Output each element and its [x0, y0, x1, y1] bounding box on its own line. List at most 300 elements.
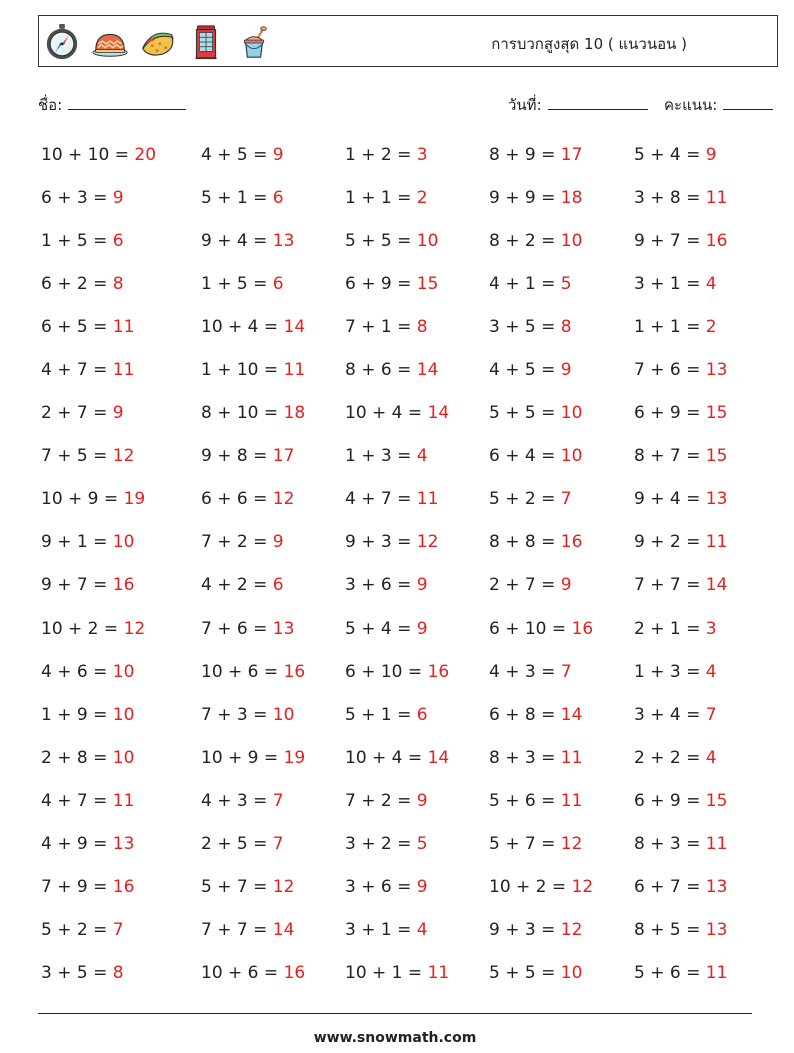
problem-item [41, 435, 201, 478]
problem-answer: 14 [427, 747, 450, 768]
problem-answer: 10 [112, 661, 135, 682]
problem-item [201, 134, 345, 177]
problem-answer: 16 [283, 962, 306, 983]
problem-equation: 3 + 5 = [489, 317, 561, 338]
problem-item [345, 823, 489, 866]
problem-item [41, 220, 201, 263]
problem-answer: 6 [272, 188, 284, 209]
problem-item [41, 349, 201, 392]
problem-equation: 6 + 10 = [345, 661, 428, 682]
problem-item [634, 823, 774, 866]
problem-answer: 13 [112, 833, 135, 854]
problem-item [41, 392, 201, 435]
problem-item [634, 608, 774, 651]
problem-answer: 9 [416, 790, 428, 811]
problem-answer: 18 [560, 188, 583, 209]
problem-equation: 4 + 5 = [489, 360, 561, 381]
problem-equation: 5 + 1 = [201, 188, 273, 209]
problem-equation: 10 + 4 = [345, 403, 428, 424]
problem-item [489, 521, 634, 564]
problem-answer: 11 [112, 317, 135, 338]
problem-answer: 6 [272, 575, 284, 596]
problem-equation: 3 + 1 = [345, 919, 417, 940]
problem-item [41, 177, 201, 220]
problem-answer: 9 [112, 188, 124, 209]
problem-equation: 9 + 7 = [634, 231, 706, 252]
problem-item [345, 694, 489, 737]
problem-answer: 12 [112, 446, 135, 467]
problem-item [634, 737, 774, 780]
problem-item [345, 134, 489, 177]
problem-equation: 4 + 2 = [201, 575, 273, 596]
problem-equation: 5 + 2 = [41, 919, 113, 940]
problem-item [489, 780, 634, 823]
problem-equation: 8 + 8 = [489, 532, 561, 553]
problem-equation: 7 + 6 = [634, 360, 706, 381]
problem-equation: 2 + 7 = [489, 575, 561, 596]
problem-item [201, 306, 345, 349]
problem-item [345, 866, 489, 909]
problem-item [201, 478, 345, 521]
problem-item [345, 220, 489, 263]
problem-item [201, 694, 345, 737]
problem-item [41, 134, 201, 177]
problem-answer: 10 [112, 747, 135, 768]
header-icons [43, 21, 273, 63]
problem-equation: 8 + 9 = [489, 145, 561, 165]
problem-item [489, 866, 634, 909]
date-blank[interactable] [548, 95, 648, 110]
problem-item [489, 263, 634, 306]
problem-item [201, 737, 345, 780]
problem-answer: 10 [560, 403, 583, 424]
problem-item [345, 263, 489, 306]
problem-answer: 19 [283, 747, 306, 768]
problem-equation: 7 + 2 = [345, 790, 417, 811]
problem-answer: 9 [705, 145, 717, 165]
problem-answer: 10 [416, 231, 439, 252]
problem-item [634, 780, 774, 823]
problem-equation: 10 + 4 = [345, 747, 428, 768]
problem-answer: 9 [272, 145, 284, 165]
problem-answer: 10 [112, 532, 135, 553]
problem-answer: 15 [705, 790, 728, 811]
problem-answer: 7 [272, 833, 284, 854]
problem-equation: 1 + 5 = [201, 274, 273, 295]
problem-item [489, 823, 634, 866]
problem-equation: 10 + 10 = [41, 145, 135, 165]
problem-equation: 1 + 3 = [345, 446, 417, 467]
problem-item [345, 478, 489, 521]
problem-answer: 11 [427, 962, 450, 983]
problem-item [634, 263, 774, 306]
problem-equation: 9 + 4 = [634, 489, 706, 510]
problem-item [634, 952, 774, 995]
problem-answer: 8 [416, 317, 428, 338]
problem-item [489, 392, 634, 435]
problem-item [41, 952, 201, 995]
problem-equation: 9 + 4 = [201, 231, 273, 252]
problem-answer: 4 [416, 919, 428, 940]
problem-answer: 14 [416, 360, 439, 381]
problem-answer: 10 [560, 231, 583, 252]
problem-item [345, 737, 489, 780]
problem-item [201, 952, 345, 995]
problem-answer: 13 [705, 360, 728, 381]
problem-answer: 16 [571, 618, 594, 639]
problem-answer: 2 [705, 317, 717, 338]
problem-answer: 14 [705, 575, 728, 596]
problem-equation: 5 + 5 = [345, 231, 417, 252]
problem-answer: 4 [705, 661, 717, 682]
problem-equation: 8 + 2 = [489, 231, 561, 252]
problem-answer: 9 [416, 876, 428, 897]
problem-answer: 10 [112, 704, 135, 725]
problem-item [345, 651, 489, 694]
problem-equation: 1 + 1 = [345, 188, 417, 209]
name-field[interactable] [38, 93, 186, 117]
problem-item [345, 435, 489, 478]
problem-equation: 6 + 9 = [634, 403, 706, 424]
problem-equation: 4 + 3 = [489, 661, 561, 682]
score-blank[interactable] [723, 95, 773, 110]
problem-answer: 7 [112, 919, 124, 940]
problem-equation: 4 + 7 = [41, 360, 113, 381]
problem-answer: 7 [560, 489, 572, 510]
problem-item [489, 952, 634, 995]
score-field[interactable] [664, 93, 773, 117]
header-box [38, 15, 778, 67]
problem-item [634, 134, 774, 177]
problem-item [634, 564, 774, 607]
problem-answer: 11 [705, 532, 728, 553]
problem-equation: 6 + 10 = [489, 618, 572, 639]
problem-equation: 4 + 7 = [41, 790, 113, 811]
name-blank[interactable] [68, 95, 186, 110]
problem-equation: 8 + 3 = [489, 747, 561, 768]
problem-item [41, 909, 201, 952]
problem-equation: 4 + 5 = [201, 145, 273, 165]
problem-answer: 6 [112, 231, 124, 252]
problem-equation: 9 + 8 = [201, 446, 273, 467]
problem-answer: 9 [560, 575, 572, 596]
problem-answer: 11 [705, 188, 728, 209]
problem-item [41, 823, 201, 866]
problem-answer: 4 [705, 747, 717, 768]
problem-item [41, 608, 201, 651]
problem-answer: 9 [112, 403, 124, 424]
problem-item [634, 866, 774, 909]
problem-item [201, 263, 345, 306]
problem-answer: 11 [112, 790, 135, 811]
problem-equation: 5 + 4 = [634, 145, 706, 165]
problem-answer: 9 [416, 618, 428, 639]
problem-equation: 6 + 8 = [489, 704, 561, 725]
problem-equation: 8 + 6 = [345, 360, 417, 381]
problem-item [41, 564, 201, 607]
problem-equation: 7 + 2 = [201, 532, 273, 553]
problem-answer: 14 [427, 403, 450, 424]
problem-equation: 10 + 1 = [345, 962, 428, 983]
problem-item [489, 478, 634, 521]
problem-equation: 10 + 4 = [201, 317, 284, 338]
problem-equation: 3 + 5 = [41, 962, 113, 983]
problem-answer: 7 [705, 704, 717, 725]
problem-equation: 5 + 6 = [634, 962, 706, 983]
problem-equation: 4 + 7 = [345, 489, 417, 510]
problem-equation: 10 + 9 = [41, 489, 124, 510]
problem-item [345, 521, 489, 564]
problem-equation: 9 + 3 = [345, 532, 417, 553]
problem-equation: 2 + 2 = [634, 747, 706, 768]
problem-answer: 11 [416, 489, 439, 510]
problem-equation: 5 + 5 = [489, 962, 561, 983]
problem-item [489, 435, 634, 478]
problem-item [201, 823, 345, 866]
date-field[interactable] [508, 93, 648, 117]
problem-item [489, 177, 634, 220]
problem-answer: 14 [272, 919, 295, 940]
problem-answer: 15 [705, 403, 728, 424]
problem-item [345, 564, 489, 607]
problem-item [345, 392, 489, 435]
problem-equation: 6 + 3 = [41, 188, 113, 209]
problem-item [201, 608, 345, 651]
problem-equation: 2 + 5 = [201, 833, 273, 854]
problem-answer: 11 [705, 833, 728, 854]
problem-answer: 12 [272, 876, 295, 897]
problem-answer: 9 [272, 532, 284, 553]
problem-equation: 4 + 1 = [489, 274, 561, 295]
problem-equation: 7 + 7 = [201, 919, 273, 940]
problem-equation: 1 + 1 = [634, 317, 706, 338]
problem-answer: 15 [416, 274, 439, 295]
problem-answer: 12 [123, 618, 146, 639]
problem-item [201, 651, 345, 694]
problem-item [201, 564, 345, 607]
problem-answer: 16 [560, 532, 583, 553]
problem-item [41, 478, 201, 521]
problem-answer: 11 [560, 747, 583, 768]
problem-equation: 6 + 4 = [489, 446, 561, 467]
problem-item [489, 651, 634, 694]
problem-answer: 10 [560, 962, 583, 983]
problem-equation: 9 + 3 = [489, 919, 561, 940]
problem-answer: 16 [705, 231, 728, 252]
problem-item [489, 220, 634, 263]
problem-answer: 14 [560, 704, 583, 725]
problem-item [489, 909, 634, 952]
problem-item [634, 435, 774, 478]
problem-answer: 2 [416, 188, 428, 209]
problem-item [201, 780, 345, 823]
problem-item [634, 521, 774, 564]
problem-item [201, 349, 345, 392]
pie-icon [91, 23, 129, 61]
problem-equation: 1 + 10 = [201, 360, 284, 381]
problem-answer: 12 [416, 532, 439, 553]
problem-item [201, 521, 345, 564]
problem-answer: 17 [560, 145, 583, 165]
worksheet-title: การบวกสูงสุด 10 ( แนวนอน ) [491, 35, 687, 53]
problem-answer: 16 [283, 661, 306, 682]
footer-divider [38, 1013, 752, 1014]
problem-answer: 11 [112, 360, 135, 381]
problem-answer: 13 [705, 489, 728, 510]
problem-item [634, 177, 774, 220]
problem-equation: 8 + 7 = [634, 446, 706, 467]
problem-answer: 13 [705, 919, 728, 940]
problem-answer: 3 [416, 145, 428, 165]
problem-answer: 7 [272, 790, 284, 811]
problem-equation: 7 + 3 = [201, 704, 273, 725]
problem-item [41, 866, 201, 909]
problem-answer: 13 [272, 231, 295, 252]
problem-answer: 12 [560, 833, 583, 854]
problem-equation: 5 + 5 = [489, 403, 561, 424]
phone-booth-icon [187, 23, 225, 61]
problem-equation: 2 + 8 = [41, 747, 113, 768]
problem-item [489, 349, 634, 392]
problem-equation: 7 + 7 = [634, 575, 706, 596]
problem-answer: 16 [427, 661, 450, 682]
problem-item [634, 349, 774, 392]
problem-item [201, 392, 345, 435]
problem-item [41, 780, 201, 823]
problem-item [489, 306, 634, 349]
problem-answer: 14 [283, 317, 306, 338]
problem-equation: 9 + 1 = [41, 532, 113, 553]
problem-equation: 2 + 7 = [41, 403, 113, 424]
problem-answer: 11 [283, 360, 306, 381]
problem-equation: 5 + 6 = [489, 790, 561, 811]
problem-item [201, 177, 345, 220]
problem-answer: 11 [705, 962, 728, 983]
sand-bucket-icon [235, 23, 273, 61]
problem-item [489, 694, 634, 737]
problem-item [345, 780, 489, 823]
problem-item [41, 306, 201, 349]
problem-equation: 1 + 9 = [41, 704, 113, 725]
problem-item [201, 909, 345, 952]
problem-item [201, 866, 345, 909]
problem-equation: 9 + 2 = [634, 532, 706, 553]
problem-equation: 7 + 1 = [345, 317, 417, 338]
problem-equation: 9 + 7 = [41, 575, 113, 596]
problem-equation: 10 + 2 = [489, 876, 572, 897]
problem-answer: 4 [416, 446, 428, 467]
problem-equation: 5 + 2 = [489, 489, 561, 510]
problem-answer: 16 [112, 876, 135, 897]
problem-answer: 4 [705, 274, 717, 295]
problem-equation: 6 + 9 = [634, 790, 706, 811]
problem-item [41, 694, 201, 737]
score-label: คะแนน: [664, 96, 718, 114]
problem-item [634, 478, 774, 521]
problem-equation: 7 + 5 = [41, 446, 113, 467]
problem-item [634, 392, 774, 435]
problem-item [634, 220, 774, 263]
problem-answer: 8 [560, 317, 572, 338]
problem-answer: 8 [112, 274, 124, 295]
problem-equation: 10 + 6 = [201, 661, 284, 682]
problem-item [634, 306, 774, 349]
problem-item [345, 177, 489, 220]
problem-equation: 4 + 6 = [41, 661, 113, 682]
problem-equation: 5 + 1 = [345, 704, 417, 725]
problem-equation: 1 + 3 = [634, 661, 706, 682]
problem-answer: 20 [134, 145, 157, 165]
problem-equation: 1 + 2 = [345, 145, 417, 165]
problem-answer: 13 [272, 618, 295, 639]
problem-answer: 7 [560, 661, 572, 682]
problem-equation: 5 + 7 = [489, 833, 561, 854]
problem-equation: 3 + 6 = [345, 575, 417, 596]
taco-icon [139, 23, 177, 61]
problem-answer: 5 [416, 833, 428, 854]
problem-answer: 10 [272, 704, 295, 725]
problem-equation: 6 + 7 = [634, 876, 706, 897]
problem-equation: 7 + 9 = [41, 876, 113, 897]
problem-item [489, 564, 634, 607]
problem-item [41, 521, 201, 564]
problem-answer: 12 [560, 919, 583, 940]
problem-item [634, 694, 774, 737]
compass-icon [43, 23, 81, 61]
problem-equation: 4 + 9 = [41, 833, 113, 854]
problem-equation: 8 + 3 = [634, 833, 706, 854]
footer-url[interactable]: www.snowmath.com [313, 1030, 477, 1046]
name-label: ชื่อ: [38, 96, 63, 114]
problem-grid [41, 134, 774, 995]
problem-equation: 3 + 4 = [634, 704, 706, 725]
problem-item [41, 651, 201, 694]
problem-item [345, 608, 489, 651]
problem-item [489, 134, 634, 177]
problem-answer: 9 [416, 575, 428, 596]
date-label: วันที่: [508, 96, 542, 114]
problem-answer: 18 [283, 403, 306, 424]
problem-answer: 13 [705, 876, 728, 897]
problem-answer: 6 [272, 274, 284, 295]
problem-item [345, 952, 489, 995]
problem-item [489, 737, 634, 780]
problem-equation: 3 + 8 = [634, 188, 706, 209]
problem-answer: 12 [571, 876, 594, 897]
problem-equation: 9 + 9 = [489, 188, 561, 209]
problem-equation: 8 + 5 = [634, 919, 706, 940]
problem-answer: 10 [560, 446, 583, 467]
problem-answer: 17 [272, 446, 295, 467]
problem-equation: 5 + 7 = [201, 876, 273, 897]
problem-equation: 10 + 2 = [41, 618, 124, 639]
problem-item [634, 909, 774, 952]
problem-equation: 8 + 10 = [201, 403, 284, 424]
problem-equation: 2 + 1 = [634, 618, 706, 639]
problem-equation: 6 + 5 = [41, 317, 113, 338]
problem-answer: 16 [112, 575, 135, 596]
problem-equation: 5 + 4 = [345, 618, 417, 639]
problem-equation: 10 + 9 = [201, 747, 284, 768]
problem-item [201, 220, 345, 263]
problem-item [634, 651, 774, 694]
problem-answer: 8 [112, 962, 124, 983]
problem-answer: 9 [560, 360, 572, 381]
problem-answer: 11 [560, 790, 583, 811]
problem-equation: 1 + 5 = [41, 231, 113, 252]
problem-item [345, 349, 489, 392]
problem-equation: 3 + 2 = [345, 833, 417, 854]
